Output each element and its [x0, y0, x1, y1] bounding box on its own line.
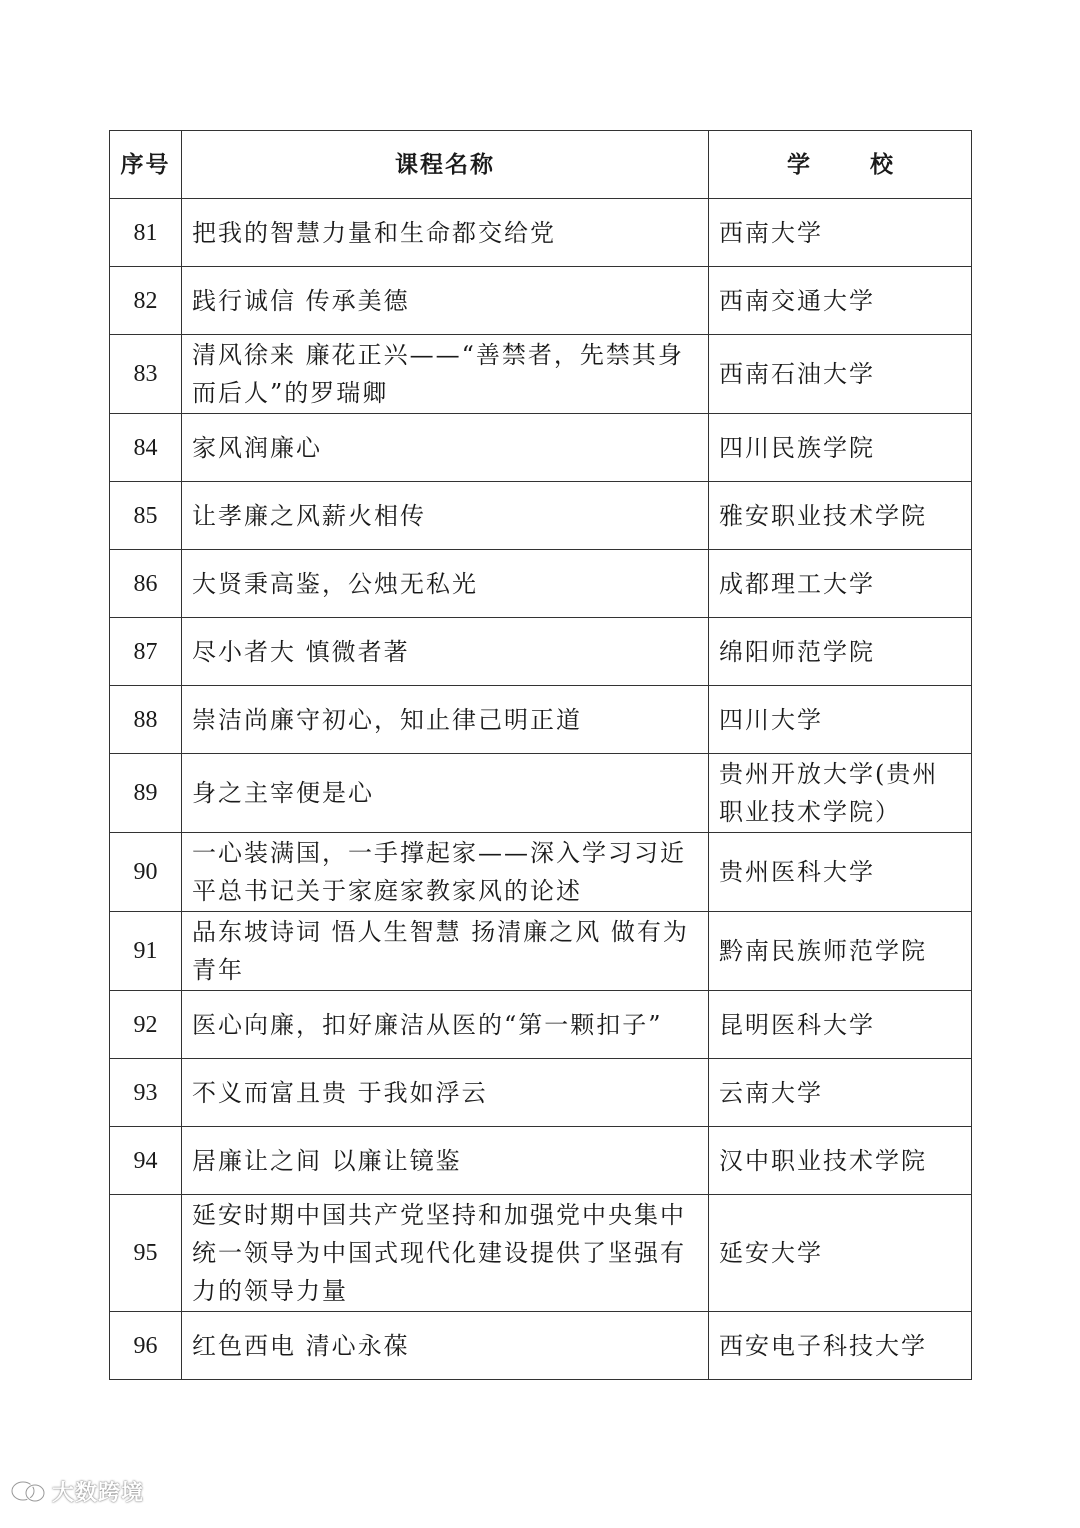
row-course-name: 清风徐来 廉花正兴——“善禁者，先禁其身而后人”的罗瑞卿	[182, 335, 709, 414]
row-course-name: 品东坡诗词 悟人生智慧 扬清廉之风 做有为青年	[182, 912, 709, 991]
row-school: 成都理工大学	[709, 550, 972, 618]
row-course-name: 居廉让之间 以廉让镜鉴	[182, 1127, 709, 1195]
row-school: 贵州开放大学(贵州职业技术学院）	[709, 754, 972, 833]
table-row	[110, 482, 972, 550]
row-number: 90	[110, 833, 182, 912]
table-row	[110, 414, 972, 482]
table-row	[110, 1059, 972, 1127]
table-row	[110, 199, 972, 267]
header-course-name: 课程名称	[182, 131, 709, 199]
row-school: 西南大学	[709, 199, 972, 267]
row-number: 87	[110, 618, 182, 686]
table-row	[110, 335, 972, 414]
row-number: 94	[110, 1127, 182, 1195]
row-course-name: 让孝廉之风薪火相传	[182, 482, 709, 550]
row-course-name: 身之主宰便是心	[182, 754, 709, 833]
row-course-name: 医心向廉，扣好廉洁从医的“第一颗扣子”	[182, 991, 709, 1059]
header-school: 学 校	[709, 131, 972, 199]
watermark	[10, 1476, 144, 1507]
table-row	[110, 550, 972, 618]
row-school: 昆明医科大学	[709, 991, 972, 1059]
row-course-name: 践行诚信 传承美德	[182, 267, 709, 335]
row-course-name: 尽小者大 慎微者著	[182, 618, 709, 686]
table-row	[110, 1312, 972, 1380]
row-school: 绵阳师范学院	[709, 618, 972, 686]
row-course-name: 家风润廉心	[182, 414, 709, 482]
table-row	[110, 912, 972, 991]
row-number: 93	[110, 1059, 182, 1127]
row-school: 西南石油大学	[709, 335, 972, 414]
row-school: 云南大学	[709, 1059, 972, 1127]
row-school: 延安大学	[709, 1195, 972, 1312]
course-table	[109, 130, 972, 1380]
row-number: 81	[110, 199, 182, 267]
row-number: 92	[110, 991, 182, 1059]
row-school: 黔南民族师范学院	[709, 912, 972, 991]
table-row	[110, 754, 972, 833]
table-row	[110, 833, 972, 912]
row-course-name: 不义而富且贵 于我如浮云	[182, 1059, 709, 1127]
table-row	[110, 618, 972, 686]
row-school: 雅安职业技术学院	[709, 482, 972, 550]
row-number: 89	[110, 754, 182, 833]
row-number: 82	[110, 267, 182, 335]
table-row	[110, 991, 972, 1059]
table-row	[110, 1127, 972, 1195]
row-number: 84	[110, 414, 182, 482]
row-number: 85	[110, 482, 182, 550]
row-school: 四川民族学院	[709, 414, 972, 482]
table-row	[110, 267, 972, 335]
table-header-row	[110, 131, 972, 199]
row-number: 95	[110, 1195, 182, 1312]
row-course-name: 一心装满国，一手撑起家——深入学习习近平总书记关于家庭家教家风的论述	[182, 833, 709, 912]
row-course-name: 崇洁尚廉守初心，知止律己明正道	[182, 686, 709, 754]
row-number: 88	[110, 686, 182, 754]
row-school: 四川大学	[709, 686, 972, 754]
row-school: 西南交通大学	[709, 267, 972, 335]
row-school: 贵州医科大学	[709, 833, 972, 912]
row-number: 86	[110, 550, 182, 618]
table-row	[110, 686, 972, 754]
watermark-text: 大数跨境	[52, 1481, 145, 1506]
speech-bubble-logo-icon	[10, 1479, 46, 1505]
row-number: 96	[110, 1312, 182, 1380]
header-number: 序号	[110, 131, 182, 199]
row-course-name: 红色西电 清心永葆	[182, 1312, 709, 1380]
table-row	[110, 1195, 972, 1312]
row-number: 91	[110, 912, 182, 991]
row-school: 汉中职业技术学院	[709, 1127, 972, 1195]
row-course-name: 把我的智慧力量和生命都交给党	[182, 199, 709, 267]
row-school: 西安电子科技大学	[709, 1312, 972, 1380]
row-course-name: 延安时期中国共产党坚持和加强党中央集中统一领导为中国式现代化建设提供了坚强有力的领导力量	[182, 1195, 709, 1312]
row-number: 83	[110, 335, 182, 414]
row-course-name: 大贤秉高鉴，公烛无私光	[182, 550, 709, 618]
